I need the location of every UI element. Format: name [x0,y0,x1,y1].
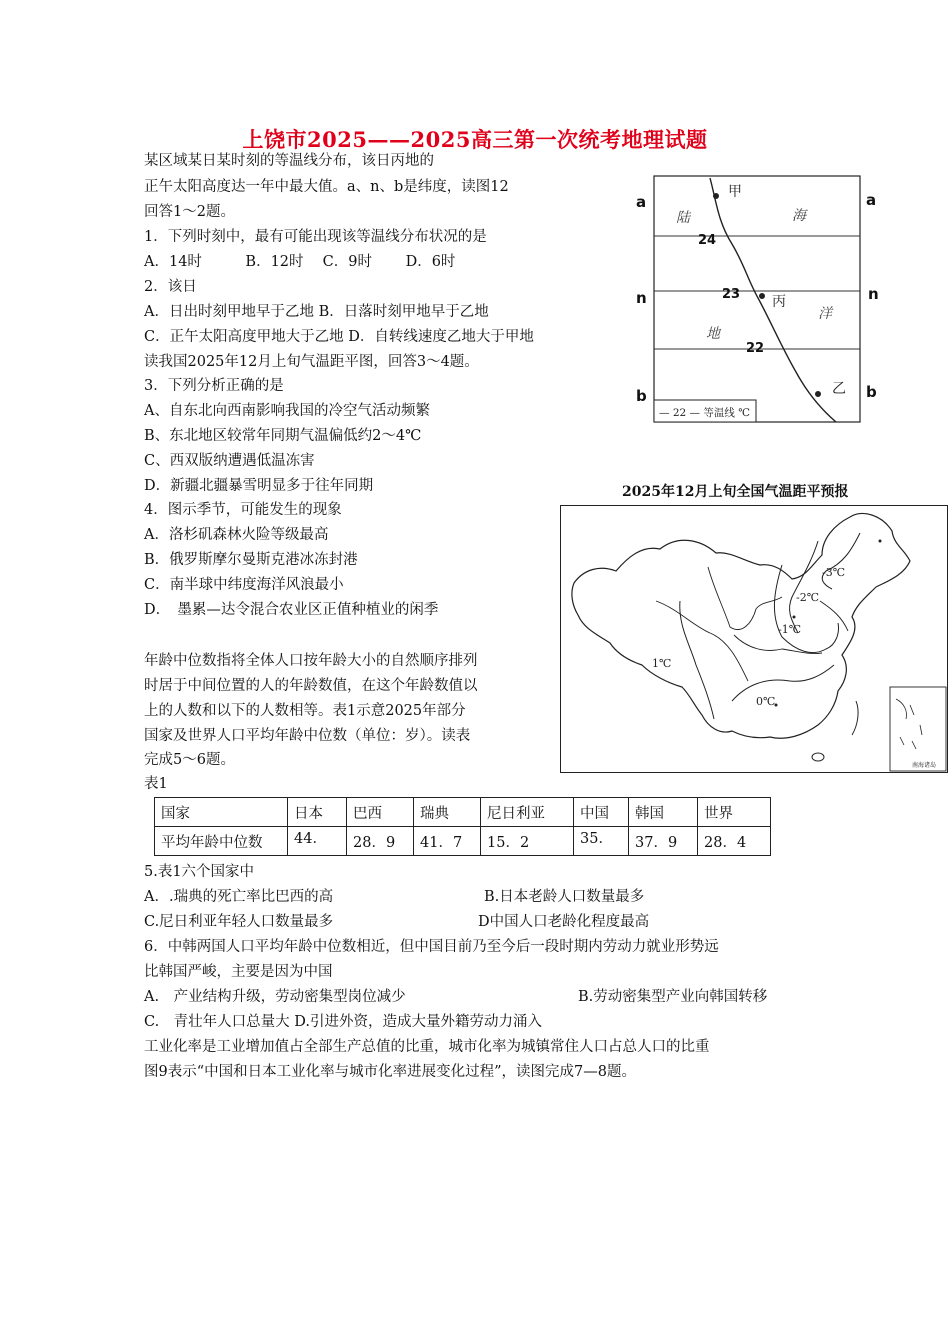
q5-option-b: B.日本老龄人口数量最多 [484,889,645,905]
q4-option-c: C．南半球中纬度海洋风浪最小 [144,577,344,593]
table-cell: 37．9 [629,827,698,856]
q6-stem-cont: 比韩国严峻，主要是因为中国 [144,964,333,980]
q1-stem: 1．下列时刻中，最有可能出现该等温线分布状况的是 [144,229,487,245]
q4-option-a: A．洛杉矶森林火险等级最高 [144,527,329,543]
table-caption: 表1 [144,776,168,792]
lat-n-right: n [868,285,879,303]
intro1-line: 正午太阳高度达一年中最大值。a、n、b是纬度，读图12 [144,179,509,195]
q2-stem: 2．该日 [144,279,197,295]
q1-options: A．14时 B．12时 C．9时 D．6时 [144,254,456,270]
table-cell: 巴西 [347,798,414,827]
q6-option-cd: C. 青壮年人口总量大 D.引进外资，造成大量外籍劳动力涌入 [144,1014,543,1030]
q2-options-ab: A．日出时刻甲地早于乙地 B．日落时刻甲地早于乙地 [144,304,489,320]
q6-option-a: A. 产业结构升级，劳动密集型岗位减少 [144,989,406,1005]
q2-options-cd: C．正午太阳高度甲地大于乙地 D．自转线速度乙地大于甲地 [144,329,534,345]
table-cell: 瑞典 [414,798,481,827]
q3-option-c: C、西双版纳遭遇低温冻害 [144,453,315,469]
table-cell: 尼日利亚 [481,798,574,827]
map-frame [561,506,948,773]
table-cell: 平均年龄中位数 [155,827,288,856]
q3-option-a: A、自东北向西南影响我国的冷空气活动频繁 [144,403,430,419]
table-cell: 15．2 [481,827,574,856]
q4-stem: 4．图示季节，可能发生的现象 [144,502,342,518]
table-cell: 41．7 [414,827,481,856]
label-land-1: 陆 [676,210,690,226]
table-cell: 国家 [155,798,288,827]
age-median-table [154,797,771,856]
label-sea-1: 海 [792,208,806,224]
table-cell: 28．4 [698,827,771,856]
intro3-line: 时居于中间位置的人的年龄数值，在这个年龄数值以 [144,678,478,694]
label-jia: 甲 [728,184,742,200]
intro4-line: 图9表示“中国和日本工业化率与城市化率进展变化过程”，读图完成7—8题。 [144,1064,636,1080]
q5-option-c: C.尼日利亚年轻人口数量最多 [144,914,334,930]
q4-option-d: D． 墨累—达令混合农业区正值种植业的闲季 [144,602,439,618]
q4-option-b: B．俄罗斯摩尔曼斯克港冰冻封港 [144,552,358,568]
point-jia [713,193,719,199]
q6-stem: 6．中韩两国人口平均年龄中位数相近，但中国目前乃至今后一段时期内劳动力就业形势远 [144,939,719,955]
intro3-line: 完成5～6题。 [144,752,235,768]
q3-stem: 3．下列分析正确的是 [144,378,284,394]
label-sea-2: 洋 [818,306,832,322]
temperature-map-title: 2025年12月上旬全国气温距平预报 [622,484,849,500]
table-cell: 中国 [574,798,629,827]
label-yi: 乙 [832,381,846,397]
anomaly-label: -2℃ [796,591,820,604]
table-header-row [155,798,771,827]
inset-label: 南海诸岛 [912,762,937,769]
intro2: 读我国2025年12月上旬气温距平图，回答3～4题。 [144,354,479,370]
intro1-line: 某区域某日某时刻的等温线分布，该日丙地的 [144,153,434,169]
table-row [155,827,771,856]
table-cell: 日本 [288,798,347,827]
label-bing: 丙 [772,294,786,310]
isotherm-label-24: 24 [698,233,717,248]
table-cell: 44． [288,827,347,856]
point-bing [759,293,765,299]
isotherm-label-23: 23 [722,287,741,302]
table-cell: 韩国 [629,798,698,827]
intro3-line: 国家及世界人口平均年龄中位数（单位：岁）。读表 [144,728,471,744]
lat-n-left: n [636,289,647,307]
q5-stem: 5.表1六个国家中 [144,864,255,880]
isotherm-label-22: 22 [746,341,765,356]
table-cell: 28．9 [347,827,414,856]
city-dot [879,540,882,543]
anomaly-label: -3℃ [822,566,846,579]
city-dot [793,616,796,619]
q5-option-d: D中国人口老龄化程度最高 [478,914,650,930]
lat-b-right: b [866,383,877,401]
intro3-line: 年龄中位数指将全体人口按年龄大小的自然顺序排列 [144,653,478,669]
page-title: 上饶市2025——2025高三第一次统考地理试题 [242,127,708,152]
intro3-line: 上的人数和以下的人数相等。表1示意2025年部分 [144,703,466,719]
south-china-sea-inset [890,687,946,771]
lat-a-right: a [866,191,877,209]
anomaly-label: -1℃ [778,623,802,636]
anomaly-label: 0℃ [756,695,776,708]
legend-text: — 22 — 等温线 ℃ [659,407,750,419]
anomaly-label: 1℃ [652,657,672,670]
isotherm-map [632,172,892,426]
table-cell: 世界 [698,798,771,827]
point-yi [815,391,821,397]
q6-option-b: B.劳动密集型产业向韩国转移 [578,989,768,1005]
lat-b-left: b [636,387,647,405]
q3-option-d: D．新疆北疆暴雪明显多于往年同期 [144,478,374,494]
lat-a-left: a [636,193,647,211]
china-temperature-anomaly-map [560,505,948,773]
table-cell: 35． [574,827,629,856]
label-land-2: 地 [706,326,720,342]
intro4-line: 工业化率是工业增加值占全部生产总值的比重，城市化率为城镇常住人口占总人口的比重 [144,1039,710,1055]
q5-option-a: A．.瑞典的死亡率比巴西的高 [144,889,334,905]
q3-option-b: B、东北地区较常年同期气温偏低约2～4℃ [144,428,422,444]
intro1-line: 回答1～2题。 [144,204,235,220]
